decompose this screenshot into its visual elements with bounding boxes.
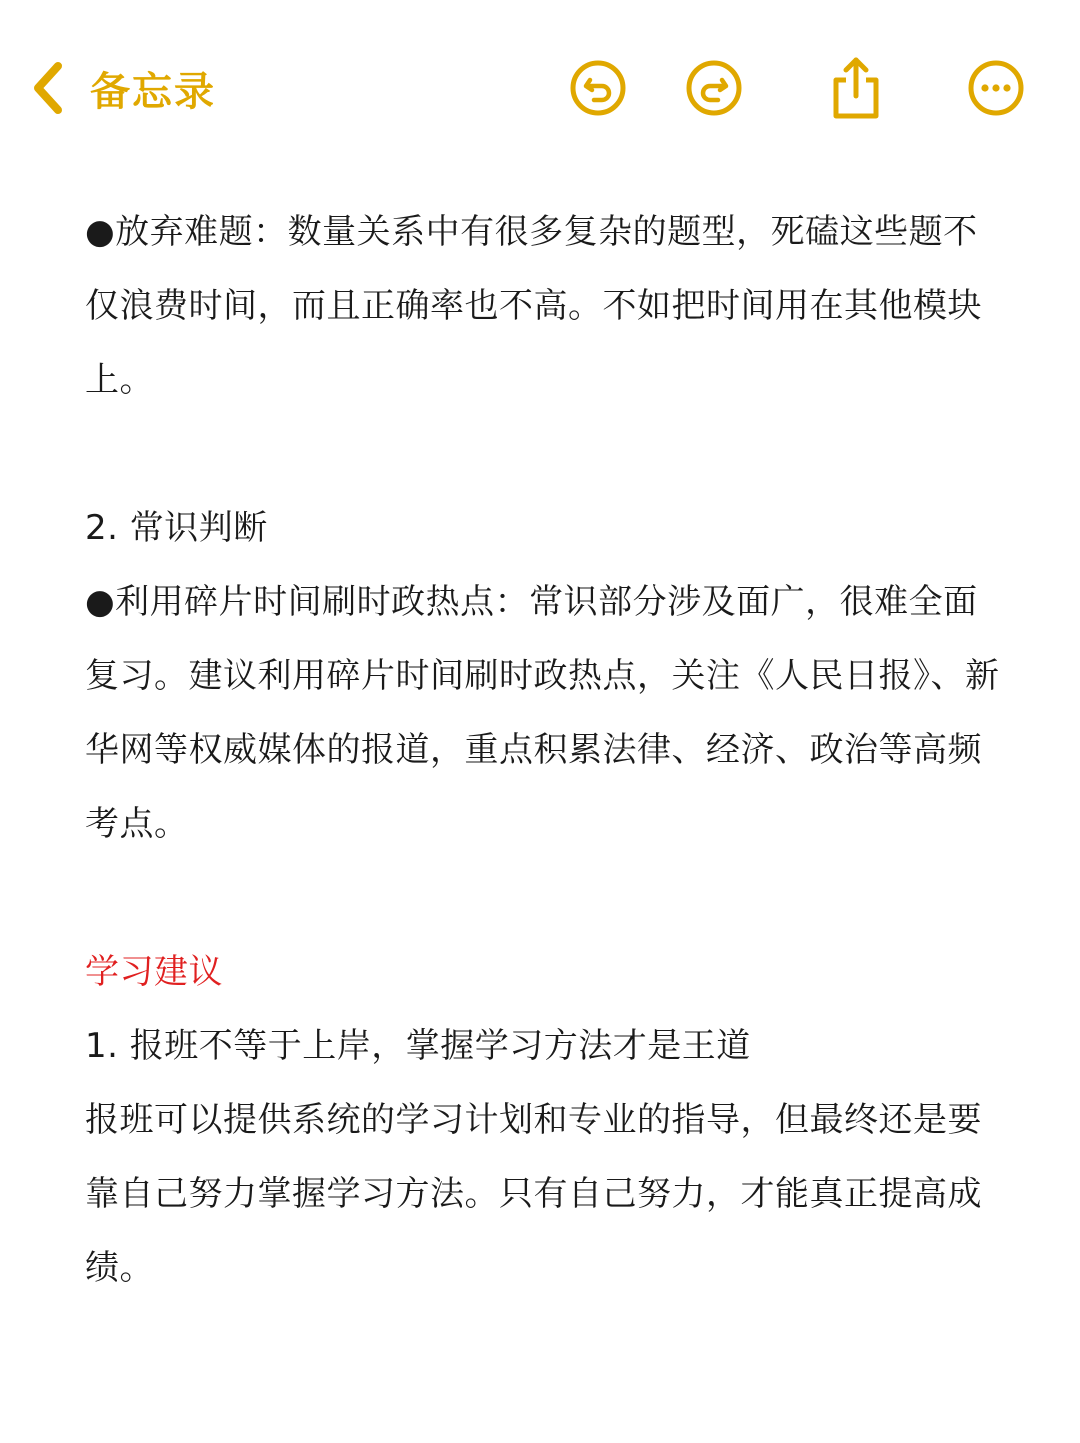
paragraph-give-up-hard-questions: ●放弃难题：数量关系中有很多复杂的题型，死磕这些题不仅浪费时间，而且正确率也不高。不如把时间用在其他模块上。 [85,212,982,400]
heading-common-sense: 2. 常识判断 [85,508,268,548]
more-button[interactable] [966,58,1026,118]
back-label: 备忘录 [90,68,216,115]
back-button[interactable] [28,58,216,118]
share-icon [826,56,886,120]
undo-icon [569,59,627,117]
paragraph-study-method: 报班可以提供系统的学习计划和专业的指导，但最终还是要靠自己努力掌握学习方法。只有自己努力，才能真正提高成绩。 [85,1100,982,1288]
spacer [85,417,1005,491]
spacer [85,861,1005,935]
share-button[interactable] [826,58,886,118]
section-title-study-advice: 学习建议 [85,952,223,992]
undo-button[interactable] [568,58,628,118]
paragraph-current-affairs: ●利用碎片时间刷时政热点：常识部分涉及面广，很难全面复习。建议利用碎片时间刷时政热点，关注《人民日报》、新华网等权威媒体的报道，重点积累法律、经济、政治等高频考点。 [85,582,1000,844]
heading-training-class: 1. 报班不等于上岸，掌握学习方法才是王道 [85,1026,751,1066]
note-body[interactable] [85,195,1005,1305]
redo-icon [685,59,743,117]
navigation-bar [0,0,1080,170]
chevron-left-icon [28,58,68,118]
more-icon [967,59,1025,117]
redo-button[interactable] [684,58,744,118]
